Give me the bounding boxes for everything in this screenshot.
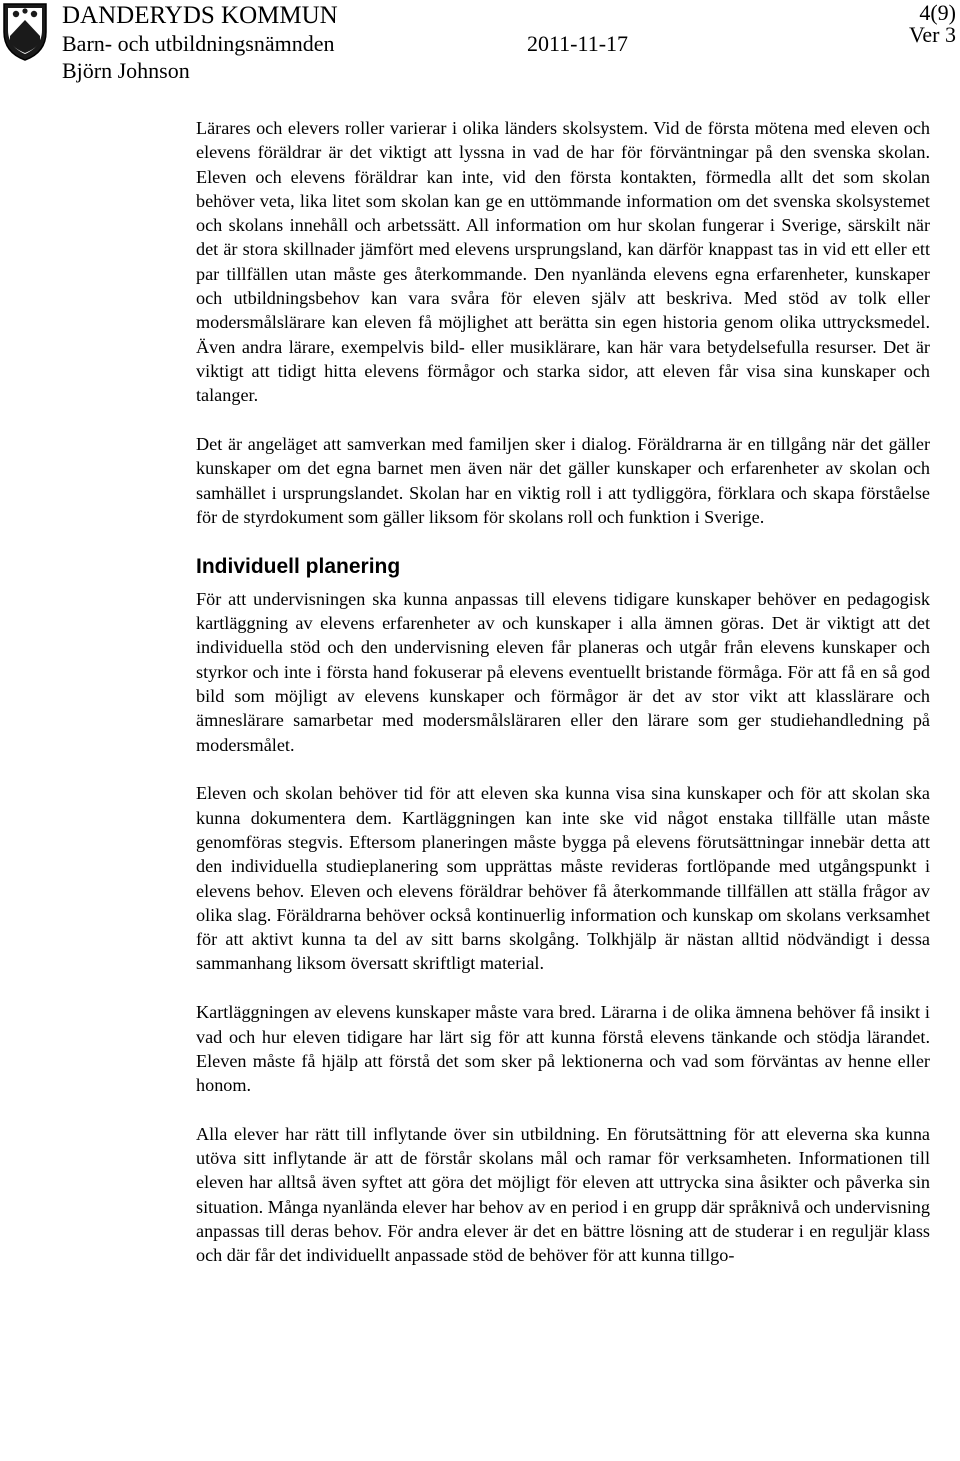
organization-name: DANDERYDS KOMMUN (62, 2, 338, 29)
body-paragraph: Det är angeläget att samverkan med familjen sker i dialog. Föräldrarna är en tillgång när det gäller kunskaper om det egna barnet men även när det gäller kunskaper och erfarenheter av skolan och samhället i ursprungslandet. Skolan har en viktig roll i att tydliggöra, förklara och skapa förståelse för de styrdokument som gäller liksom för skolans roll och funktion i Sverige. (196, 434, 930, 527)
author-name: Björn Johnson (62, 58, 190, 83)
section-heading: Individuell planering (196, 554, 401, 578)
page-number: 4(9) (919, 0, 956, 25)
document-body (196, 116, 930, 1292)
document-version: Ver 3 (908, 22, 956, 47)
body-paragraph: För att undervisningen ska kunna anpassas till elevens tidigare kunskaper behöver en pedagogisk kartläggning av elevens erfarenheter av och kunskaper i alla ämnen göras. Det är viktigt att det individuella stöd och den undervisning eleven får planeras och utgår från elevens kunskaper och styrkor och inte i första hand fokuserar på elevens eventuellt bristande förmåga. För att få en så god bild som möjligt av elevens kunskaper och förmågor är det av stor vikt att klasslärare och ämneslärare samarbetar med modersmålsläraren eller den lärare som ger studiehandledning på modersmålet. (196, 588, 930, 755)
document-date: 2011-11-17 (527, 31, 629, 56)
body-paragraph: Lärares och elevers roller varierar i olika länders skolsystem. Vid de första mötena med eleven och elevens föräldrar är det viktigt att lyssna in vad de har för förväntningar på den svenska skolan. Eleven och elevens föräldrar kan inte, vid den första kontakten, förmedla allt det som skolan behöver veta, lika litet som skolan kan ge en uttömmande information om det svenska skolsystemet och skolans innehåll och arbetssätt. All information om hur skolan fungerar i Sverige, särskilt när det är stora skillnader jämfört med elevens ursprungsland, kan därför knappast tas in vid ett eller ett par tillfällen utan måste ges återkommande. Den nyanlända elevens egna erfarenheter, kunskaper och utbildningsbehov kan vara svåra för eleven själv att beskriva. Med stöd av tolk eller modersmålslärare kan eleven få möjlighet att berätta sin egen historia genom olika uttrycksmedel. Även andra lärare, exempelvis bild- eller musiklärare, kan här vara betydelsefulla resurser. Det är viktigt att tidigt hitta elevens förmågor och starka sidor, att eleven får visa sina kunskaper och talanger. (196, 118, 930, 406)
page-header (0, 0, 960, 90)
body-paragraph: Alla elever har rätt till inflytande över sin utbildning. En förutsättning för att eleverna ska kunna utöva sitt inflytande är att de förstår skolans mål och ramar för verksamheten. Informationen till eleven har alltså även syftet att göra det möjligt för eleven att uttrycka sina åsikter och påverka sin situation. Många nyanlända elever har behov av en period i en grupp där språknivå och undervisning anpassas till deras behov. För andra elever är det en bättre lösning att de studerar i en reguljär klass och där får det individuellt anpassade stöd de behöver för att kunna tillgo- (196, 1123, 930, 1266)
department-name: Barn- och utbildningsnämnden (62, 31, 335, 56)
body-paragraph: Eleven och skolan behöver tid för att eleven ska kunna visa sina kunskaper och för att skolan ska kunna dokumentera dem. Kartläggningen kan inte ske vid något enstaka tillfälle utan måste genomföras stegvis. Eftersom planeringen måste bygga på elevens förutsättningar innebär detta att den individuella studieplanering som upprättas måste revideras fortlöpande med utgångspunkt i elevens behov. Eleven och elevens föräldrar behöver få återkommande tillfällen att ställa frågor av olika slag. Föräldrarna behöver också kontinuerlig information och kunskap om skolans verksamhet för att aktivt kunna ta del av sitt barns skolgång. Tolkhjälp är nästan alltid nödvändigt i dessa sammanhang liksom översatt skriftligt material. (196, 783, 930, 974)
municipality-crest-logo (2, 2, 48, 62)
body-paragraph: Kartläggningen av elevens kunskaper måste vara bred. Lärarna i de olika ämnena behöver få insikt i vad och hur eleven tidigare har lärt sig för att kunna förstå elevens tänkande och stödja lärandet. Eleven måste få hjälp att förstå det som sker på lektionerna och vad som förväntas av henne eller honom. (196, 1002, 930, 1096)
